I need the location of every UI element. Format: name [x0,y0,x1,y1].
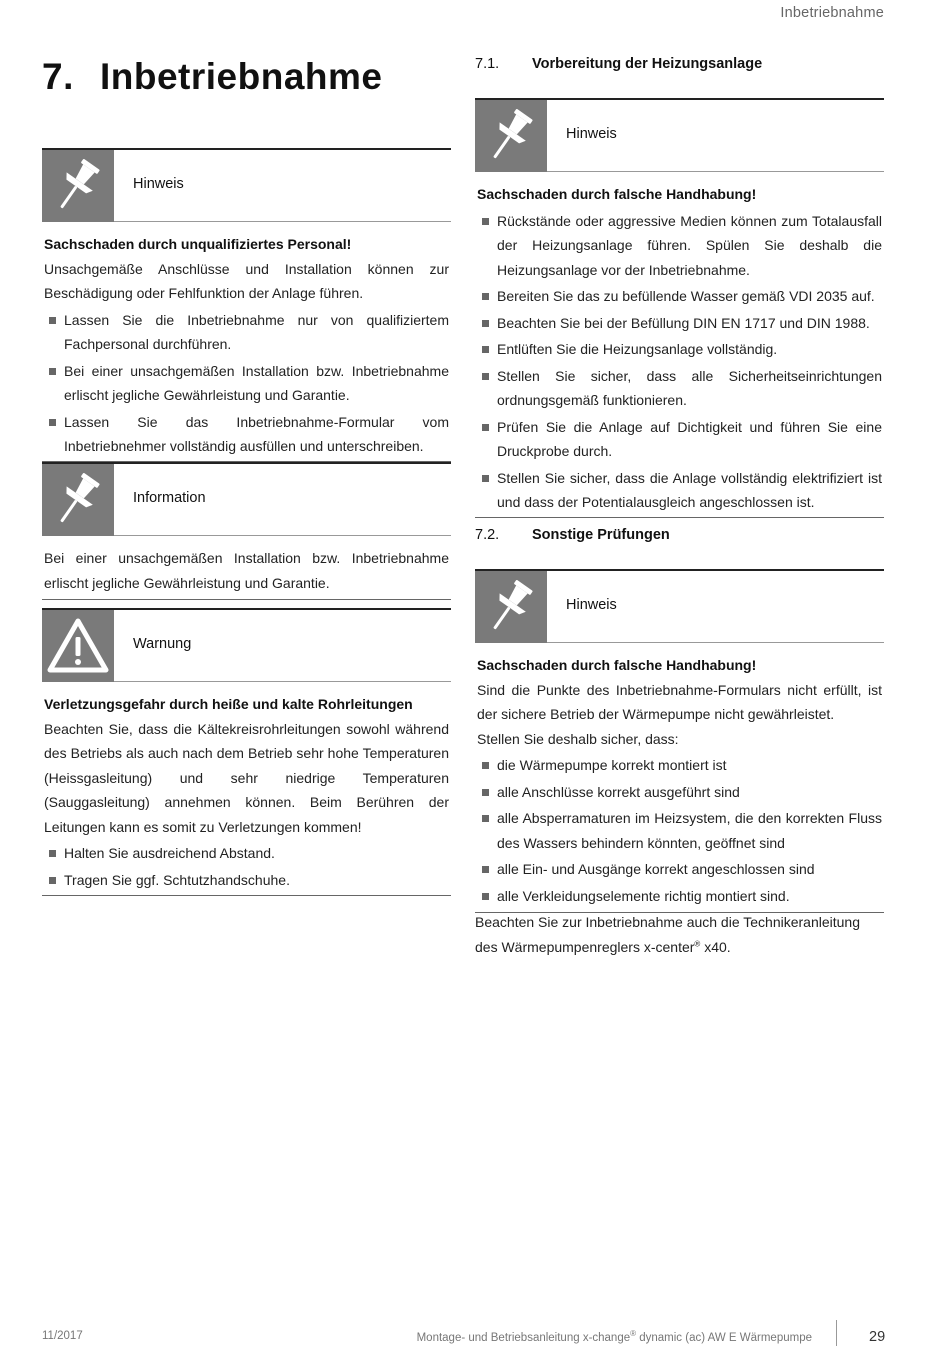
registered-mark: ® [630,1329,637,1339]
notice-hinweis-personal [42,148,451,462]
section-heading-7-2 [475,527,670,543]
notice-text: Sind die Punkte des Inbetriebnahme-Formulars nicht erfüllt, ist der sichere Betrieb der Wärmepumpe nicht gewährleistet. [477,681,882,722]
notice-subhead: Verletzungsgefahr durch heiße und kalte Rohrleitungen [44,696,413,712]
bullet-list [477,753,882,908]
list-item: Prüfen Sie die Anlage auf Dichtigkeit und führen Sie eine Druckprobe durch. [477,415,882,464]
list-item: Beachten Sie bei der Befüllung DIN EN 1717 und DIN 1988. [477,311,882,336]
footer-divider [836,1320,837,1346]
page-number: 29 [869,1329,886,1345]
notice-body [42,682,451,895]
list-item: alle Absperramaturen im Heizsystem, die den korrekten Fluss des Wassers behindern könnten, geöffnet sind [477,806,882,855]
list-item: alle Verkleidungselemente richtig montiert sind. [477,884,882,909]
footer-title-text: Montage- und Betriebsanleitung x-change [416,1332,631,1344]
list-item: die Wärmepumpe korrekt montiert ist [477,753,882,778]
section-number: 7.2. [475,527,500,543]
list-item: Stellen Sie sicher, dass die Anlage vollständig elektrifiziert ist und dass der Potentialausgleich angeschlossen ist. [477,466,882,515]
pushpin-icon [475,100,547,172]
section-title: Vorbereitung der Heizungsanlage [532,56,763,72]
notice-subhead: Sachschaden durch unqualifiziertes Personal! [44,236,352,252]
notice-header [475,569,884,643]
notice-text: Beachten Sie, dass die Kältekreisrohrleitungen sowohl während des Betriebs als auch nach dem Betrieb sehr hohe Temperaturen (Heissgasleitung) und sehr niedrige Temperaturen (Sauggasleitung) annehmen können. Beim Berühren der Leitungen kann es somit zu Verletzungen kommen! [44,720,449,835]
pushpin-icon [475,571,547,643]
notice-text-2: Stellen Sie deshalb sicher, dass: [477,730,679,747]
bullet-list [477,209,882,515]
registered-mark: ® [694,938,701,948]
list-item: Lassen Sie das Inbetriebnahme-Formular vom Inbetriebnehmer vollständig ausfüllen und unterschreiben. [44,410,449,459]
list-item: Bei einer unsachgemäßen Installation bzw. Inbetriebnahme erlischt jegliche Gewährleistung und Garantie. [44,359,449,408]
list-item: Bereiten Sie das zu befüllende Wasser gemäß VDI 2035 auf. [477,284,882,309]
notice-body [475,172,884,517]
pushpin-icon [42,150,114,222]
notice-hinweis-pruefungen [475,569,884,913]
list-item: alle Anschlüsse korrekt ausgeführt sind [477,780,882,805]
list-item: alle Ein- und Ausgänge korrekt angeschlossen sind [477,857,882,882]
list-item: Lassen Sie die Inbetriebnahme nur von qualifiziertem Fachpersonal durchführen. [44,308,449,357]
notice-subhead: Sachschaden durch falsche Handhabung! [477,186,757,202]
notice-body [42,222,451,461]
notice-header [42,148,451,222]
chapter-title-text: Inbetriebnahme [100,56,383,97]
list-item: Halten Sie ausdreichend Abstand. [44,841,449,866]
closing-text: Beachten Sie zur Inbetriebnahme auch die Technikeranleitung des Wärmepumpenreglers x-center [475,914,860,955]
notice-hinweis-heizungsanlage [475,98,884,518]
notice-subhead: Sachschaden durch falsche Handhabung! [477,657,757,673]
list-item: Tragen Sie ggf. Schtutzhandschuhe. [44,868,449,893]
chapter-title [42,56,383,98]
bullet-list [44,308,449,459]
warning-triangle-icon [42,610,114,682]
notice-text: Bei einer unsachgemäßen Installation bzw. Inbetriebnahme erlischt jegliche Gewährleistung und Garantie. [44,550,449,591]
section-title: Sonstige Prüfungen [532,527,670,543]
notice-information [42,462,451,600]
pushpin-icon [42,464,114,536]
notice-header [475,98,884,172]
notice-label: Hinweis [566,597,617,613]
notice-label: Hinweis [133,176,184,192]
notice-body [475,643,884,912]
closing-paragraph [475,910,884,959]
notice-label: Warnung [133,636,192,652]
notice-header [42,462,451,536]
notice-label: Hinweis [566,126,617,142]
closing-text-end: x40. [700,938,731,955]
notice-warnung [42,608,451,896]
running-head: Inbetriebnahme [780,5,884,21]
footer-title [416,1329,812,1344]
footer-title-text-end: dynamic (ac) AW E Wärmepumpe [636,1332,812,1344]
section-number: 7.1. [475,56,500,72]
notice-text: Unsachgemäße Anschlüsse und Installation können zur Beschädigung oder Fehlfunktion der Anlage führen. [44,260,449,301]
bullet-list [44,841,449,892]
list-item: Entlüften Sie die Heizungsanlage vollständig. [477,337,882,362]
footer-date: 11/2017 [42,1330,83,1342]
notice-label: Information [133,490,206,506]
chapter-number: 7. [42,56,74,97]
list-item: Rückstände oder aggressive Medien können zum Totalausfall der Heizungsanlage führen. Spülen Sie deshalb die Heizungsanlage vor der Inbetriebnahme. [477,209,882,283]
notice-body [42,536,451,599]
list-item: Stellen Sie sicher, dass alle Sicherheitseinrichtungen ordnungsgemäß funktionieren. [477,364,882,413]
notice-header [42,608,451,682]
section-heading-7-1 [475,56,762,72]
